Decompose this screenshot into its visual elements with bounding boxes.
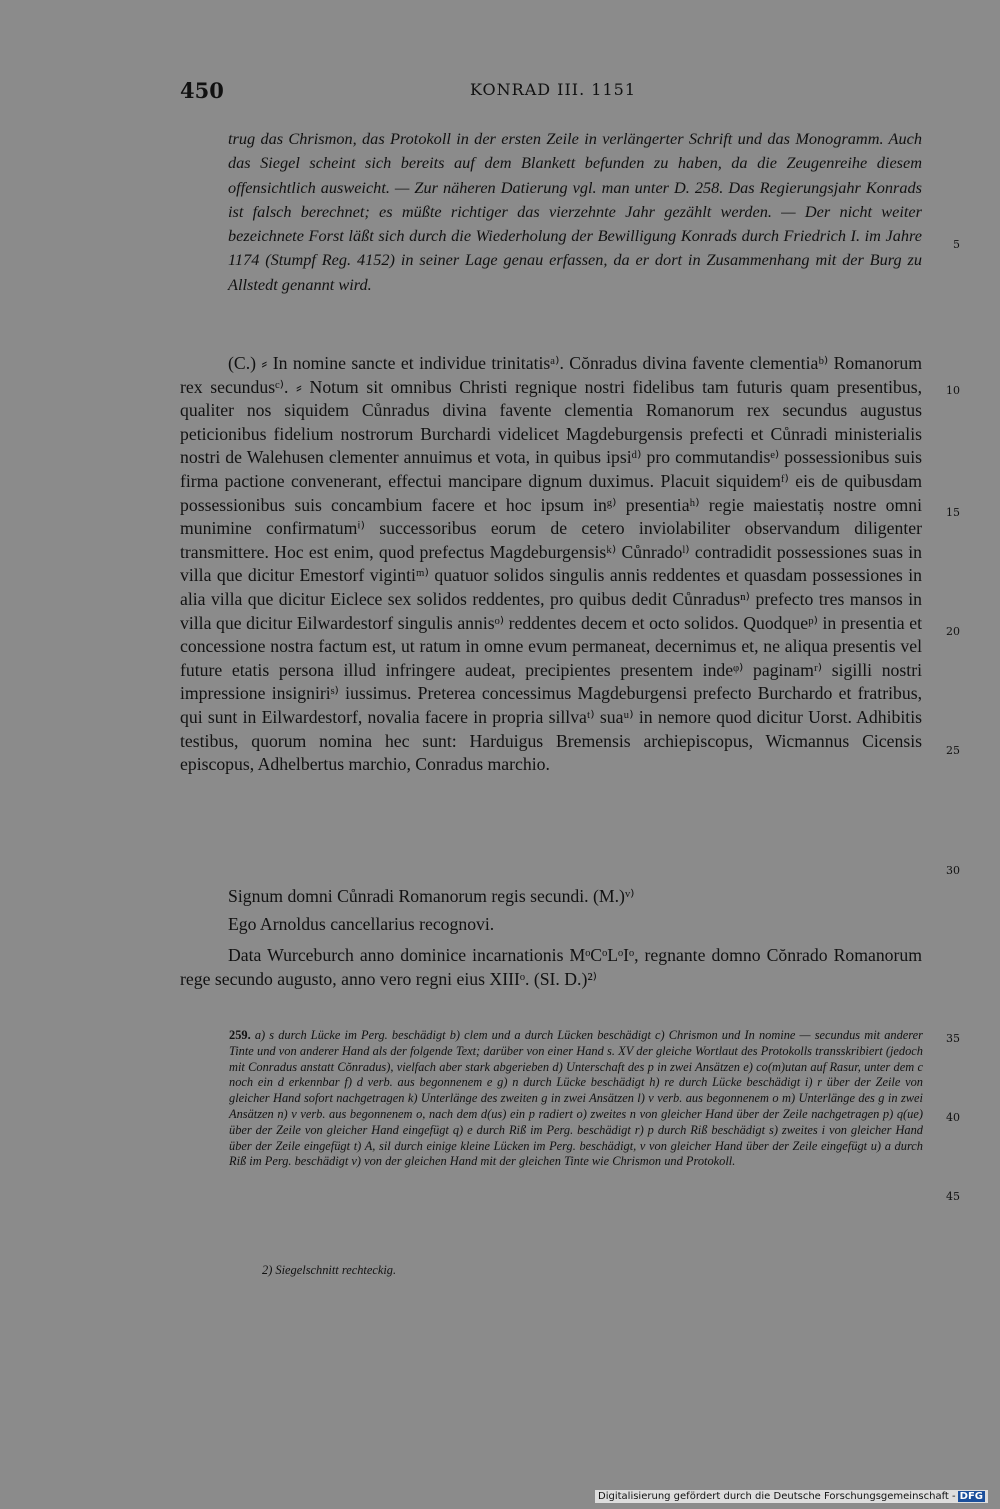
recognition-line: Ego Arnoldus cancellarius recognovi. [228,914,495,934]
line-number: 30 [946,864,960,877]
signum-line: Signum domni Cůnradi Romanorum regis secundi. (M.)ᵛ⁾ [228,886,635,906]
footnotes [229,1028,923,1170]
footer-text: Digitalisierung gefördert durch die Deutsche Forschungsgemeinschaft - [598,1491,956,1502]
page-header [180,78,922,108]
line-number: 20 [946,625,960,638]
line-number: 35 [946,1032,960,1045]
line-number: 5 [953,238,960,251]
intro-paragraph: trug das Chrismon, das Protokoll in der ersten Zeile in verlängerter Schrift und das Monogramm. Auch das Siegel scheint sich bereits auf dem Blankett befunden zu haben, da die Zeugenreihe diesem offensichtlich ausweicht. — Zur näheren Datierung vgl. man unter D. 258. Das Regierungsjahr Konrads ist falsch berechnet; es müßte richtiger das vierzehnte Jahr gezählt werden. — Der nicht weiter bezeichnete Forst läßt sich durch die Wiederholung der Bewilligung Konrads durch Friedrich I. im Jahre 1174 (Stumpf Reg. 4152) in seiner Lage genau erfassen, da er dort in Zusammenhang mit der Burg zu Allstedt genannt wird. [228,129,922,294]
charter-text: (C.) ⸗ In nomine sancte et individue trinitatisᵃ⁾. Cŏnradus divina favente clementiaᵇ⁾ Romanorum rex secundusᶜ⁾. ⸗ Notum sit omnibus Christi regnique nostri fidelibus tam futuris quam presentibus, qualiter nos siquidem Cůnradus divina favente clementia Romanorum rex secundus augustus peticionibus fidelium nostrorum Burchardi videlicet Magdeburgensis prefecti et Cůnradi ministerialis nostri de Walehusen clementer annuimus et vota, in quibus ipsiᵈ⁾ pro commutandisᵉ⁾ possessionibus suis firma pactione convenerant, effectui mancipare dignum duximus. Placuit siquidemᶠ⁾ eis de quibusdam possessionibus suis concambium facere et hoc ipsum inᵍ⁾ presentiaʰ⁾ regie maiestatiș nostre omni munimine confirmatumⁱ⁾ successoribus eorum de cetero inviolabiliter observandum diligenter transmittere. Hoc est enim, quod prefectus Magdeburgensisᵏ⁾ Cůnradoˡ⁾ contradidit possessiones suas in villa que dicitur Emestorf vigintiᵐ⁾ quatuor solidos singulis annis reddentes et quasdam possessiones in alia villa que dicitur Eiclece sex solidos reddentes, pro quibus dedit Cůnradusⁿ⁾ prefecto tres mansos in villa que dicitur Eilwardestorf singulis annisᵒ⁾ reddentes decem et octo solidos. Quodqueᵖ⁾ in presentia et concessione nostra factum est, ut ratum in omne evum permaneat, decernimus et, ne aliqua presentis vel future etatis persona illud infringere audeat, precipientes presentem indeᵠ⁾ paginamʳ⁾ sigilli nostri impressione insigniriˢ⁾ iussimus. Preterea concessimus Magdeburgensi prefecto Burchardo et fratribus, qui sunt in Eilwardestorf, novalia facere in propria sillvaᵗ⁾ suaᵘ⁾ in nemore quod dicitur Uorst. Adhibitis testibus, quorum nomina hec sunt: Harduigus Bremensis archiepiscopus, Wicmannus Cicensis episcopus, Adhelbertus marchio, Conradus marchio. [180,353,922,775]
page-number: 450 [180,78,224,103]
running-title: KONRAD III. 1151 [470,80,637,99]
notes-text: a) s durch Lücke im Perg. beschädigt b) clem und a durch Lücken beschädigt c) Chrismon und In nomine — secundus mit anderer Tinte und von anderer Hand als der folgende Text; darüber von einer Hand s. XV der gleiche Wortlaut des Protokolls transskribiert (jedoch mit Conradus anstatt Cŏnradus), vielfach aber stark abgerieben d) Unterschaft des p in zwei Ansätzen e) co(m)utan auf Rasur, unter dem c noch ein d erkennbar f) d verb. aus begonnenem e g) n durch Lücke beschädigt h) re durch Lücke beschädigt i) r über der Zeile von gleicher Hand sofort nachgetragen k) Unterlänge des zweiten g in zwei Ansätzen l) v verb. aus begonnenem o m) Unterlänge des g in zwei Ansätzen n) v verb. aus begonnenem o, nach dem d(us) ein p radiert o) zweites n von gleicher Hand über der Zeile nachgetragen p) q(ue) über der Zeile von gleicher Hand eingefügt q) e durch Riß im Perg. beschädigt r) p durch Riß beschädigt s) zweites i von gleicher Hand über der Zeile eingefügt t) A, sil durch einige kleine Lücken im Perg. beschädigt, v von gleicher Hand über der Zeile eingefügt u) a durch Riß im Perg. beschädigt v) von der gleichen Hand mit der gleichen Tinte wie Chrismon und Protokoll. [229,1028,923,1169]
line-number: 25 [946,744,960,757]
line-number: 45 [946,1190,960,1203]
dfg-logo: DFG [959,1491,983,1502]
line-number: 10 [946,384,960,397]
dfg-footer [595,1490,988,1503]
footnote-2: 2) Siegelschnitt rechteckig. [262,1263,397,1277]
notes-number: 259. [229,1028,251,1042]
line-number: 15 [946,506,960,519]
data-line: Data Wurceburch anno dominice incarnationis MᵒCᵒLᵒIᵒ, regnante domno Cŏnrado Romanorum rege secundo augusto, anno vero regni eius XIIIᵒ. (SI. D.)²⁾ [180,945,922,989]
line-number: 40 [946,1111,960,1124]
